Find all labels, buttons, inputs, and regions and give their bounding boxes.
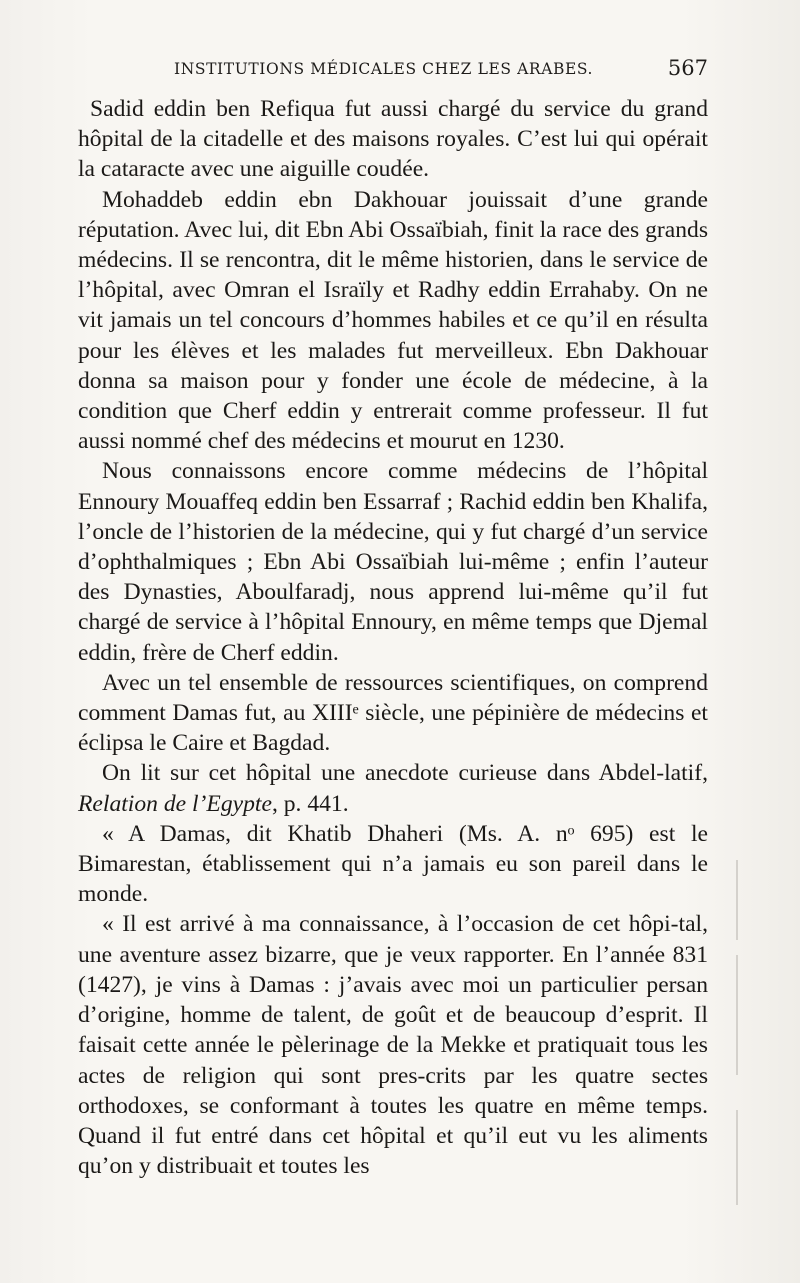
body-text	[78, 94, 708, 1181]
edge-mark	[736, 955, 738, 1075]
paragraph: Sadid eddin ben Refiqua fut aussi chargé du service du grand hôpital de la citadelle et des maisons royales. C’est lui qui opérait la cataracte avec une aiguille coudée.	[78, 96, 708, 183]
paragraph	[78, 758, 708, 818]
paragraph-text: On lit sur cet hôpital une anecdote curieuse dans Abdel-latif,	[102, 760, 708, 787]
page-number: 567	[667, 56, 708, 80]
running-title: INSTITUTIONS MÉDICALES CHEZ LES ARABES.	[174, 60, 594, 78]
paragraph: « A Damas, dit Khatib Dhaheri (Ms. A. nᵒ 695) est le Bimarestan, établissement qui n’a jamais eu son pareil dans le monde.	[78, 820, 708, 908]
page-header	[96, 56, 708, 84]
paragraph: Mohaddeb eddin ebn Dakhouar jouissait d’une grande réputation. Avec lui, dit Ebn Abi Ossaïbiah, finit la race des grands médecins. Il se rencontra, dit le même historien, dans le service de l’hôpital, avec Omran el Israïly et Radhy eddin Errahaby. On ne vit jamais un tel concours d’hommes habiles et ce qu’il en résulta pour les élèves et les malades fut merveilleux. Ebn Dakhouar donna sa maison pour y fonder une école de médecine, à la condition que Cherf eddin y entrerait comme professeur. Il fut aussi nommé chef des médecins et mourut en 1230.	[78, 186, 708, 455]
paragraph: Avec un tel ensemble de ressources scientifiques, on comprend comment Damas fut, au XIIIᵉ siècle, une pépinière de médecins et éclipsa le Caire et Bagdad.	[78, 669, 708, 757]
edge-mark	[736, 1110, 738, 1205]
cited-work-title: Relation de l’Egypte	[78, 790, 272, 817]
paragraph: « Il est arrivé à ma connaissance, à l’occasion de cet hôpi-tal, une aventure assez bizarre, que je veux rapporter. En l’année 831 (1427), je vins à Damas : j’avais avec moi un particulier persan d’origine, homme de talent, de goût et de beaucoup d’esprit. Il faisait cette année le pèlerinage de la Mekke et pratiquait tous les actes de religion qui sont pres-crits par les quatre sectes orthodoxes, se conformant à toutes les quatre en même temps. Quand il fut entré dans cet hôpital et qu’il eut vu les aliments qu’on y distribuait et toutes les	[78, 911, 708, 1180]
edge-mark	[736, 860, 738, 940]
paragraph-text: , p. 441.	[271, 790, 349, 817]
paragraph: Nous connaissons encore comme médecins de l’hôpital Ennoury Mouaffeq eddin ben Essarraf ; Rachid eddin ben Khalifa, l’oncle de l’historien de la médecine, qui y fut chargé d’un service d’ophthalmiques ; Ebn Abi Ossaïbiah lui-même ; enfin l’auteur des Dynasties, Aboulfaradj, nous apprend lui-même qu’il fut chargé de service à l’hôpital Ennoury, en même temps que Djemal eddin, frère de Cherf eddin.	[78, 458, 708, 666]
